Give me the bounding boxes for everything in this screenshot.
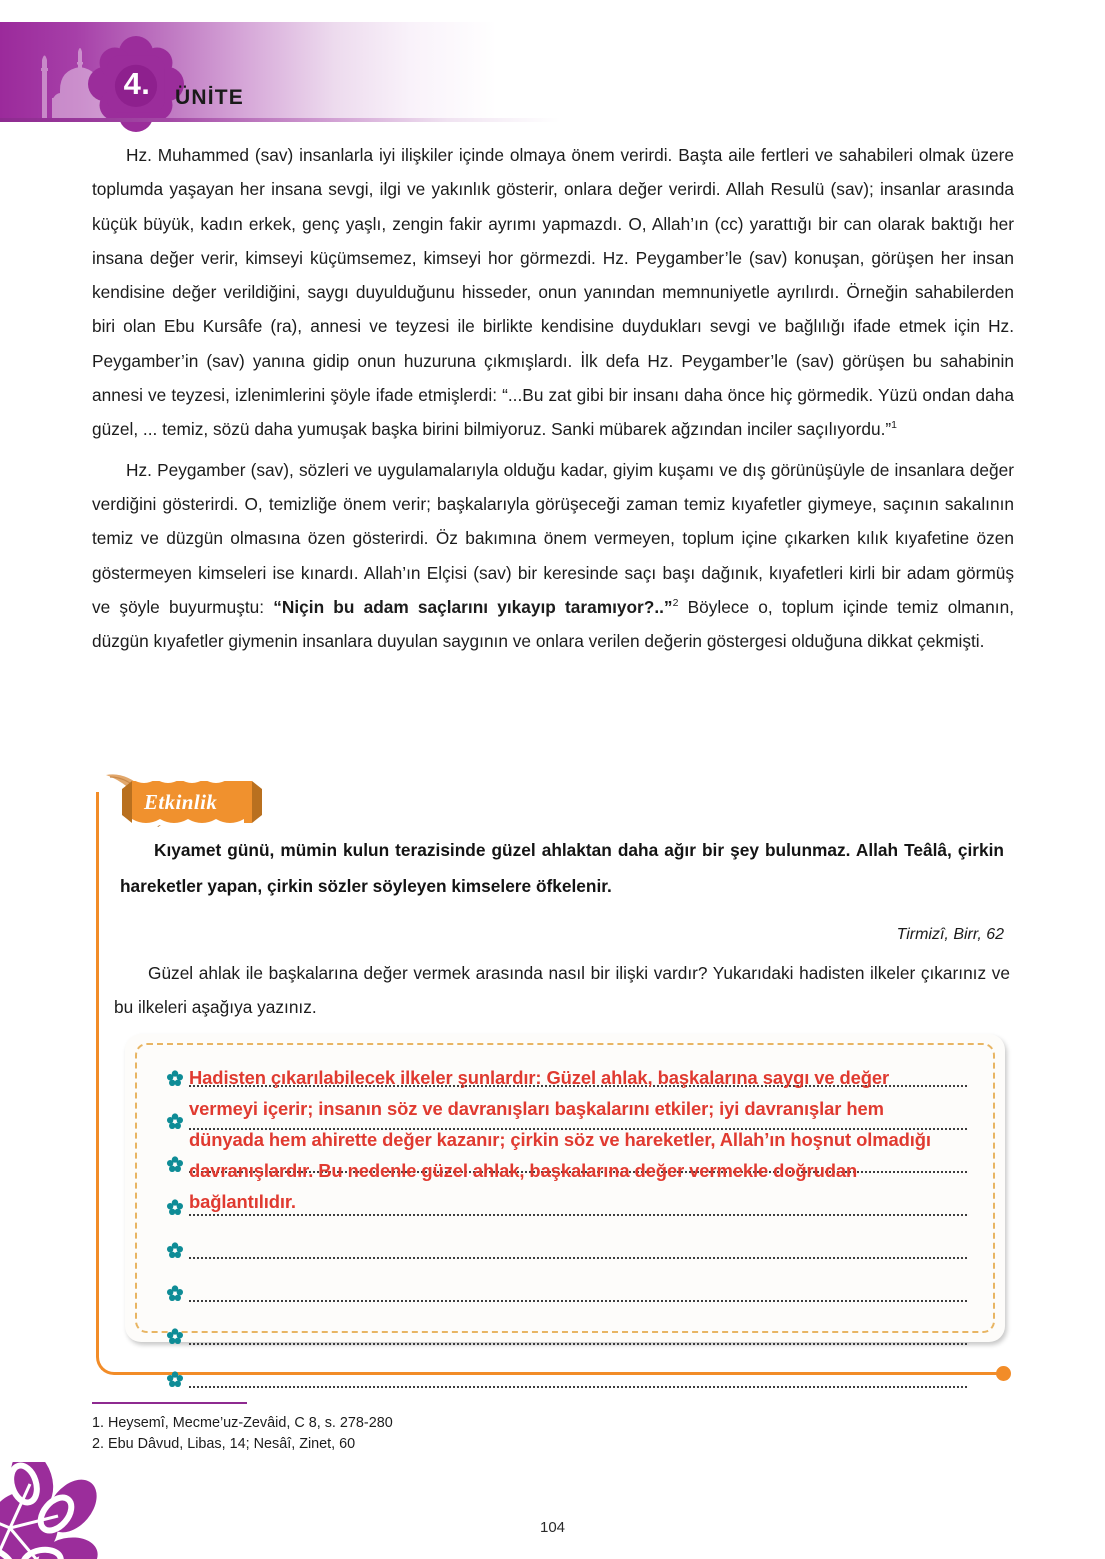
paragraph-1-text: Hz. Muhammed (sav) insanlarla iyi ilişkiler içinde olmaya önem verirdi. Başta aile fertleri ve sahabileri olmak üzere toplumda yaşayan her insana sevgi, ilgi ve yakınlık gösterir, onlara değer verirdi. Allah Resulü (sav); insanlar arasında küçük büyük, kadın erkek, genç yaşlı, zengin fakir ayrımı yapmazdı. O, Allah’ın (cc) yarattığı bir can olarak baktığı her insana değer verir, kimseyi küçümsemez, kimseyi hor görmezdi. Hz. Peygamber’le (sav) konuşan, görüşen her insan kendisine değer verildiğini, saygı duyulduğunu hisseder, onun yanından memnuniyetle ayrılırdı. Örneğin sahabilerden biri olan Ebu Kursâfe (ra), annesi ve teyzesi ile birlikte kendisine duydukları sevgi ve bağlılığı ifade etmek için Hz. Peygamber’in (sav) yanına gidip onun huzuruna çıkmışlardı. İlk defa Hz. Peygamber’le (sav) görüşen bu sahabinin annesi ve teyzesi, izlenimlerini şöyle ifade etmişlerdi: “...Bu zat gibi bir insanı daha önce hiç görmedik. Yüzü ondan daha güzel, ... temiz, sözü daha yumuşak başka birini bilmiyoruz. Sanki mübarek ağzından inciler saçılıyordu.”	[92, 145, 1014, 440]
paragraph-2-text-a: Hz. Peygamber (sav), sözleri ve uygulamalarıyla olduğu kadar, giyim kuşamı ve dış görünüşüyle de insanlara değer verdiğini gösterirdi. O, temizliğe önem verir; başkalarıyla görüşeceği zaman temiz kıyafetler giymeye, saçının sakalının temiz ve düzgün olmasına özen gösterirdi. Öz bakımına önem vermeyen, toplum içine çıkarken kılık kıyafetine özen göstermeyen kimseleri ise kınardı. Allah’ın Elçisi (sav) bir keresinde saçı başı dağınık, kıyafetleri kirli bir adam görmüş ve şöyle buyurmuştu:	[92, 459, 1014, 617]
floral-corner-icon	[0, 1462, 132, 1559]
bracket-end-dot	[996, 1366, 1011, 1381]
footnote-ref-1: 1	[891, 419, 897, 432]
paragraph-1	[92, 138, 1014, 447]
unit-number: 4.	[123, 66, 151, 101]
flower-bullet-icon	[167, 1328, 183, 1344]
hadith-source: Tirmizî, Birr, 62	[896, 926, 1004, 943]
answer-line[interactable]	[167, 1361, 967, 1404]
hadith-text: Kıyamet günü, mümin kulun terazisinde güzel ahlaktan daha ağır bir şey bulunmaz. Allah Teâlâ, çirkin hareketler yapan, çirkin sözler söyleyen kimselere öfkelenir.	[120, 840, 1004, 896]
main-text	[92, 138, 1014, 658]
hadith-quote	[120, 832, 1004, 944]
footnote-ref-2: 2	[672, 597, 679, 610]
flower-bullet-icon	[167, 1113, 183, 1129]
footnote-item: 1. Heysemî, Mecme’uz-Zevâid, C 8, s. 278-280	[92, 1415, 393, 1431]
flower-bullet-icon	[167, 1070, 183, 1086]
paragraph-2-quote: “Niçin bu adam saçlarını yıkayıp taramıyor?..”	[273, 596, 673, 617]
answer-dotted-line	[189, 1300, 967, 1302]
flower-bullet-icon	[167, 1199, 183, 1215]
flower-bullet-icon	[167, 1285, 183, 1301]
footnote-rule	[92, 1402, 247, 1404]
answer-line[interactable]	[167, 1275, 967, 1318]
answer-card[interactable]	[125, 1034, 1005, 1342]
activity-question	[114, 956, 1010, 1025]
answer-dotted-line	[189, 1343, 967, 1345]
unit-header	[0, 0, 560, 118]
page-number: 104	[539, 1519, 566, 1536]
activity-question-text: Güzel ahlak ile başkalarına değer vermek arasında nasıl bir ilişki vardır? Yukarıdaki hadisten ilkeler çıkarınız ve bu ilkeleri aşağıya yazınız.	[114, 963, 1010, 1018]
flower-bullet-icon	[167, 1242, 183, 1258]
flower-bullet-icon	[167, 1371, 183, 1387]
unit-label: ÜNİTE	[175, 86, 244, 109]
footnote-item: 2. Ebu Dâvud, Libas, 14; Nesâî, Zinet, 60	[92, 1436, 356, 1452]
answer-text: Hadisten çıkarılabilecek ilkeler şunlardır: Güzel ahlak, başkalarına saygı ve değer vermeyi içerir; insanın söz ve davranışları başkalarını etkiler; iyi davranışlar hem dünyada hem ahirette değer kazanır; çirkin söz ve hareketler, Allah’ın hoşnut olmadığı davranışlardır. Bu nedenle güzel ahlak, başkalarına değer vermekle doğrudan bağlantılıdır.	[189, 1067, 931, 1212]
header-rule	[0, 118, 560, 122]
footnotes	[92, 1402, 592, 1455]
ribbon-label: Etkinlik	[144, 790, 218, 814]
paragraph-2	[92, 453, 1014, 659]
answer-dotted-line	[189, 1257, 967, 1259]
answer-dotted-line	[189, 1386, 967, 1388]
answer-line[interactable]	[167, 1232, 967, 1275]
answer-line[interactable]	[167, 1318, 967, 1361]
flower-bullet-icon	[167, 1156, 183, 1172]
paragraph-2-text-b: Böylece o, toplum içinde temiz olmanın, düzgün kıyafetler giymenin insanlara duyulan saygının ve onlara verilen değerin göstergesi olduğuna dikkat çekmişti.	[92, 596, 1014, 652]
